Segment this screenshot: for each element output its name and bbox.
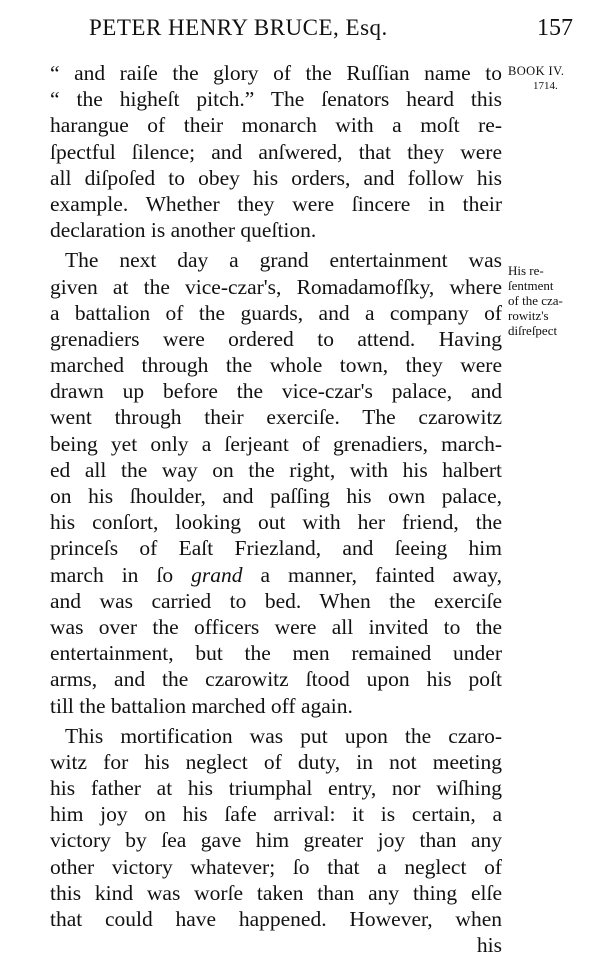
text-line: victory by ſea gave him greater joy than any (50, 828, 502, 853)
text-line: till the battalion marched off again. (50, 693, 353, 718)
text-line: grenadiers were ordered to attend. Having (50, 326, 502, 351)
side-note-line: rowitz's (508, 308, 549, 323)
text-line: this kind was worſe taken than any thing elſe (50, 880, 502, 905)
text-line: all diſpoſed to obey his orders, and follow his (50, 165, 502, 190)
text-line: and was carried to bed. When the exerciſe (50, 588, 502, 613)
text-line: his father at his triumphal entry, nor wiſhing (50, 776, 502, 801)
text-line: declaration is another queſtion. (50, 218, 317, 243)
paragraph-entertainment (50, 247, 502, 718)
text-line: entertainment, but the men remained under (50, 641, 502, 666)
text-line: given at the vice-czar's, Romadamofſky, where (50, 274, 502, 299)
text-line: ed all the way on the right, with his halbert (50, 457, 502, 482)
text-line: being yet only a ſerjeant of grenadiers, march- (50, 431, 502, 456)
book-page-body (50, 60, 502, 958)
text-line: witz for his neglect of duty, in not meeting (50, 749, 502, 774)
text-line: The next day a grand entertainment was (65, 248, 502, 273)
catchword: his (476, 933, 502, 958)
paragraph-mortification (50, 723, 502, 959)
text-line: his conſort, looking out with her friend, the (50, 510, 502, 535)
text-line: that could have happened. However, when (50, 907, 502, 931)
text-line: “ and raiſe the glory of the Ruſſian name to (50, 61, 502, 85)
side-note-line: diſreſpect (508, 323, 558, 338)
text-line: ſpectful ſilence; and anſwered, that they were (50, 139, 502, 164)
text-line: example. Whether they were ſincere in their (50, 191, 502, 216)
text-line: went through their exerciſe. The czarowitz (50, 405, 502, 430)
side-note-line: ſentment (508, 278, 554, 293)
text-segment: a manner, fainted away, (242, 562, 502, 587)
text-line: was over the officers were all invited to the (50, 614, 502, 639)
italic-word: grand (191, 562, 243, 587)
page-header (0, 0, 594, 50)
text-line: other victory whatever; ſo that a neglect of (50, 854, 502, 879)
text-line: him joy on his ſafe arrival: it is certain, a (50, 802, 502, 827)
text-line: on his ſhoulder, and paſſing his own palace, (50, 484, 502, 508)
text-line: This mortification was put upon the czaro- (65, 723, 502, 748)
text-line: arms, and the czarowitz ſtood upon his poſt (50, 667, 502, 692)
running-head: PETER HENRY BRUCE, Esq. (89, 15, 388, 40)
side-margin-note (508, 263, 592, 338)
text-line: drawn up before the vice-czar's palace, and (50, 379, 502, 404)
paragraph-quotation-end (50, 60, 502, 243)
side-note-line: His re- (508, 263, 544, 278)
text-line: marched through the whole town, they were (50, 353, 502, 378)
text-line-with-italic (50, 562, 502, 588)
text-line: harangue of their monarch with a moſt re- (50, 113, 502, 138)
text-line: “ the higheſt pitch.” The ſenators heard this (50, 87, 502, 112)
book-margin-note (508, 64, 592, 94)
side-note-line: of the cza- (508, 293, 563, 308)
text-segment: march in ſo (50, 562, 192, 587)
page-number: 157 (537, 15, 573, 41)
book-number: BOOK IV. (508, 64, 565, 78)
text-line: princeſs of Eaſt Friezland, and ſeeing him (50, 536, 502, 561)
text-line: a battalion of the guards, and a company of (50, 300, 502, 325)
margin-year: 1714. (533, 80, 558, 92)
